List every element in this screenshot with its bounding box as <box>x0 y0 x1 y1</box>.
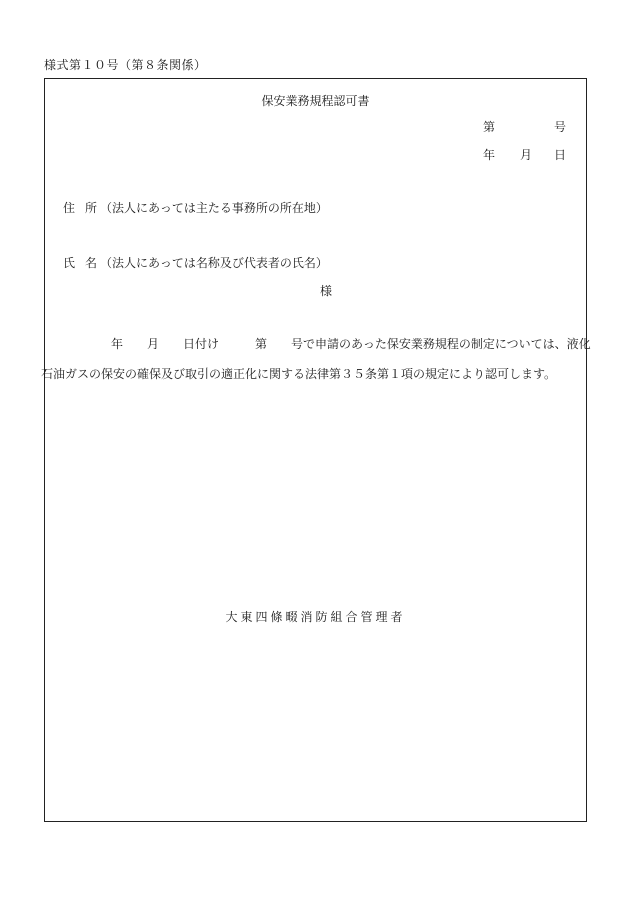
issuer: 大東四條畷消防組合管理者 <box>225 610 406 624</box>
body-year: 年 <box>111 337 124 351</box>
body-month: 月 <box>147 337 160 351</box>
name-note: （法人にあっては名称及び代表者の氏名） <box>100 256 328 270</box>
name-label: 氏名 <box>63 256 108 270</box>
certificate-frame <box>41 78 591 822</box>
body-number-prefix: 第 <box>255 337 268 351</box>
body-line1: 号で申請のあった保安業務規程の制定については、液化 <box>291 337 591 351</box>
date-month: 月 <box>520 148 533 162</box>
date-year: 年 <box>483 148 496 162</box>
body-line2: 石油ガスの保安の確保及び取引の適正化に関する法律第３５条第１項の規定により認可します。 <box>41 367 557 381</box>
honorific: 様 <box>319 284 332 298</box>
document-title: 保安業務規程認可書 <box>261 94 370 108</box>
date-day: 日 <box>554 148 567 162</box>
form-number: 様式第１０号（第８条関係） <box>44 58 207 72</box>
number-prefix: 第 <box>483 120 496 134</box>
address-note: （法人にあっては主たる事務所の所在地） <box>100 201 328 215</box>
number-suffix: 号 <box>554 120 567 134</box>
body-dated: 日付け <box>183 337 220 351</box>
address-label: 住所 <box>63 201 108 215</box>
